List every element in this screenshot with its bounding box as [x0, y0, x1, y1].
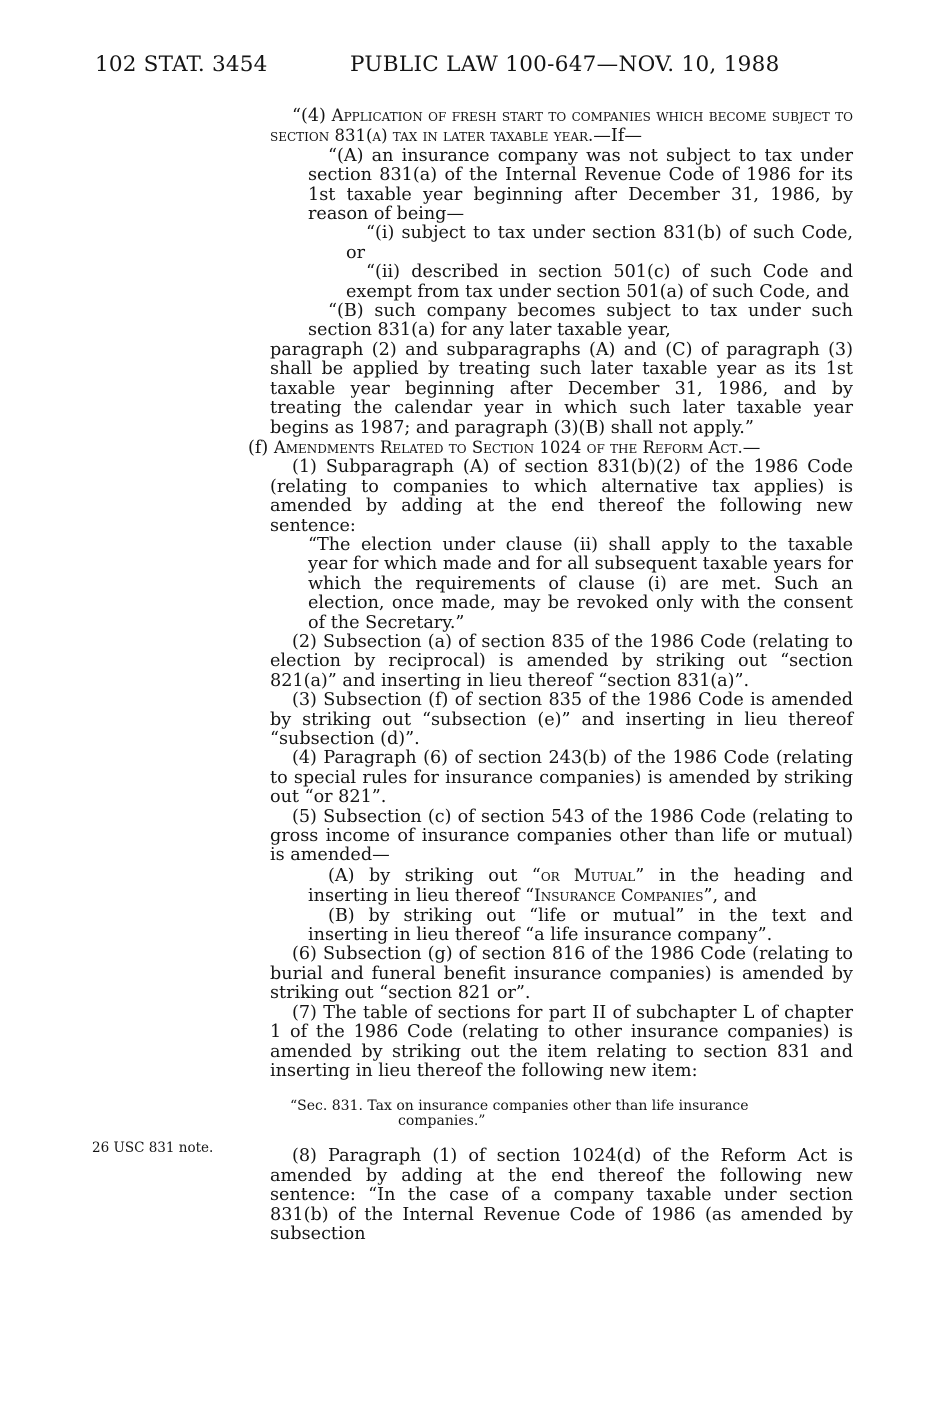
amendment-5-a-part1: (A) by striking out “	[328, 865, 541, 886]
paragraph-flush: paragraph (2) and subparagraphs (A) and (C) of paragraph (3) shall be applied by treating such later taxable year as its 1st taxable year beginning after December 31, 1986, and by treating the calendar year in which such later taxable year begins as 1987; and paragraph (3)(B) shall not apply.”	[270, 339, 853, 438]
amendment-4: (4) Paragraph (6) of section 243(b) of the 1986 Code (relating to special rules for insurance companies) is amended by striking out “or 821”.	[270, 748, 853, 808]
amendment-5-a-smallcaps1: or Mutual	[540, 865, 636, 885]
stat-page-number: 102 STAT. 3454	[95, 52, 268, 77]
clause-ii: “(ii) described in section 501(c) of such Code and exempt from tax under section 501(a) of such Code, and	[346, 262, 853, 302]
subsection-f	[248, 438, 853, 458]
table-item-line-2: companies.”	[398, 1113, 486, 1130]
subsection-f-lead: (f)	[248, 437, 274, 458]
subparagraph-a: “(A) an insurance company was not subject to tax under section 831(a) of the Internal Revenue Code of 1986 for its 1st taxable year beginning after December 31, 1986, by reason of being—	[308, 145, 853, 225]
amendment-8: (8) Paragraph (1) of section 1024(d) of the Reform Act is amended by adding at the end thereof the following new sentence: “In the case of a company taxable under section 831(b) of the Internal Revenue Code of 1986 (as amended by subsection	[270, 1146, 853, 1244]
amendment-1-quote: “The election under clause (ii) shall apply to the taxable year for which made and for all subsequent taxable years for which the requirements of clause (i) are met. Such an election, once made, may be revoked only with the consent of the Secretary.”	[308, 534, 853, 633]
body-text	[248, 106, 854, 1244]
clause-i: “(i) subject to tax under section 831(b) of such Code, or	[346, 223, 853, 263]
page-header	[60, 52, 880, 88]
paragraph-4	[270, 106, 853, 147]
amendment-6: (6) Subsection (g) of section 816 of the 1986 Code (relating to burial and funeral benefit insurance companies) is amended by striking out “section 821 or”.	[270, 944, 853, 1004]
amendment-5-a-part3: ”, and	[703, 886, 757, 907]
paragraph-4-heading: Application of fresh start to companies which become subject to section 831(a) tax in later taxable year.	[270, 106, 853, 146]
paragraph-4-tail: —If—	[593, 126, 642, 147]
margin-note: 26 USC 831 note.	[92, 1140, 214, 1156]
amendment-3: (3) Subsection (f) of section 835 of the 1986 Code is amended by striking out “subsection (e)” and inserting in lieu thereof “subsection (d)”.	[270, 690, 853, 749]
subsection-f-heading: Amendments Related to Section 1024 of the Reform Act.	[273, 437, 743, 457]
table-item-line-1: “Sec. 831. Tax on insurance companies other than life insurance	[290, 1098, 749, 1115]
table-of-sections-item	[290, 1099, 853, 1129]
amendment-5-a	[270, 866, 853, 907]
law-title: PUBLIC LAW 100-647—NOV. 10, 1988	[350, 52, 780, 77]
amendment-5: (5) Subsection (c) of section 543 of the 1986 Code (relating to gross income of insurance companies other than life or mutual) is amended—	[270, 806, 853, 866]
amendment-2: (2) Subsection (a) of section 835 of the 1986 Code (relating to election by reciprocal) is amended by striking out “section 821(a)” and inserting in lieu thereof “section 831(a)”.	[270, 631, 853, 691]
paragraph-4-lead: “(4)	[292, 106, 332, 126]
amendment-5-b: (B) by striking out “life or mutual” in the text and inserting in lieu thereof “a life insurance company”.	[308, 905, 853, 946]
subparagraph-b: “(B) such company becomes subject to tax under such section 831(a) for any later taxable year,	[308, 301, 853, 341]
amendment-7: (7) The table of sections for part II of subchapter L of chapter 1 of the 1986 Code (relating to other insurance companies) is amended by striking out the item relating to section 831 and inserting in lieu thereof the following new item:	[270, 1002, 853, 1081]
subsection-f-tail: —	[742, 437, 761, 458]
amendment-5-a-part2: ” in the heading and inserting in lieu thereof “	[308, 865, 854, 907]
amendment-1: (1) Subparagraph (A) of section 831(b)(2) of the 1986 Code (relating to companies to which alternative tax applies) is amended by adding at the end thereof the following new sentence:	[270, 457, 853, 536]
amendment-5-a-smallcaps2: Insurance Companies	[534, 886, 704, 906]
